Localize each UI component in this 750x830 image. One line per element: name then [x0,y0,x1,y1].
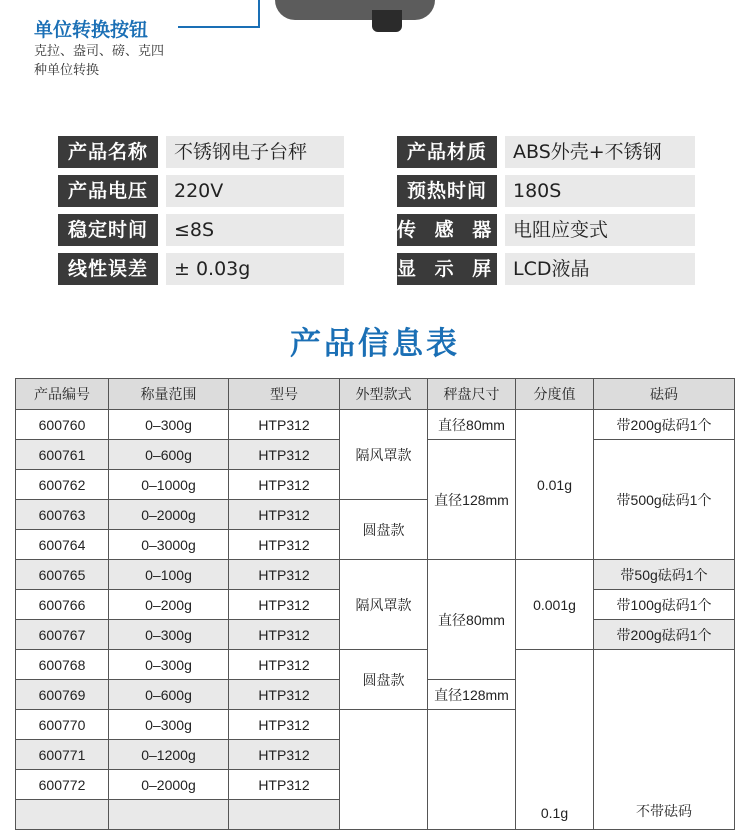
cell-pan-size: 直径128mm [428,680,516,710]
cell-division: 0.1g [516,650,594,830]
cell-model: HTP312 [229,440,340,470]
cell-model: HTP312 [229,590,340,620]
spec-label: 产品材质 [397,136,497,168]
cell-style: 隔风罩款 [340,410,428,500]
scale-device-image [275,0,435,20]
cell-code: 600772 [16,770,109,800]
cell-weight: 不带砝码 [594,650,735,830]
spec-label: 线性误差 [58,253,158,285]
cell-model: HTP312 [229,560,340,590]
cell-model: HTP312 [229,410,340,440]
table-row [16,560,735,590]
callout-line [178,26,260,28]
cell-code: 600767 [16,620,109,650]
cell-range: 0–600g [109,680,229,710]
cell-range: 0–100g [109,560,229,590]
spec-value: 180S [505,175,695,207]
cell-range: 0–3000g [109,530,229,560]
cell-model: HTP312 [229,740,340,770]
product-info-table [15,378,735,830]
cell-style: 圆盘款 [340,650,428,710]
cell-model: HTP312 [229,470,340,500]
header-model: 型号 [229,379,340,410]
cell-model: HTP312 [229,770,340,800]
spec-label: 稳定时间 [58,214,158,246]
callout-line [258,0,260,28]
cell-code: 600763 [16,500,109,530]
cell-model [229,800,340,830]
cell-weight: 带200g砝码1个 [594,620,735,650]
cell-style: 隔风罩款 [340,560,428,650]
spec-label: 产品名称 [58,136,158,168]
cell-model: HTP312 [229,680,340,710]
cell-range: 0–300g [109,410,229,440]
spec-row [58,253,344,285]
cell-pan-size: 直径80mm [428,560,516,680]
table-row [16,410,735,440]
cell-code: 600766 [16,590,109,620]
cell-range: 0–200g [109,590,229,620]
unit-button-callout-desc: 克拉、盎司、磅、克四种单位转换 [34,44,165,78]
cell-range: 0–300g [109,650,229,680]
scale-foot-image [372,10,402,32]
spec-value: ABS外壳+不锈钢 [505,136,695,168]
spec-row [58,214,344,246]
cell-code: 600770 [16,710,109,740]
cell-code: 600761 [16,440,109,470]
spec-label: 产品电压 [58,175,158,207]
cell-range: 0–2000g [109,500,229,530]
cell-code: 600764 [16,530,109,560]
spec-value: LCD液晶 [505,253,695,285]
cell-code: 600762 [16,470,109,500]
spec-row [397,175,695,207]
cell-pan-size: 直径80mm [428,410,516,440]
cell-code [16,800,109,830]
cell-division: 0.001g [516,560,594,650]
header-style: 外型款式 [340,379,428,410]
cell-code: 600768 [16,650,109,680]
header-code: 产品编号 [16,379,109,410]
cell-model: HTP312 [229,620,340,650]
cell-pan-size: 直径128mm [428,440,516,560]
cell-range: 0–600g [109,440,229,470]
cell-weight: 带50g砝码1个 [594,560,735,590]
cell-weight: 带200g砝码1个 [594,410,735,440]
cell-style-empty [340,710,428,830]
cell-code: 600765 [16,560,109,590]
table-row [16,650,735,680]
header-pan-size: 秤盘尺寸 [428,379,516,410]
spec-row [58,175,344,207]
spec-value: ≤8S [166,214,344,246]
spec-value: 电阻应变式 [505,214,695,246]
cell-style: 圆盘款 [340,500,428,560]
spec-label: 预热时间 [397,175,497,207]
cell-range [109,800,229,830]
header-division: 分度值 [516,379,594,410]
cell-model: HTP312 [229,530,340,560]
cell-range: 0–300g [109,620,229,650]
cell-range: 0–2000g [109,770,229,800]
cell-pan-size-empty [428,710,516,830]
cell-weight: 带500g砝码1个 [594,440,735,560]
cell-model: HTP312 [229,710,340,740]
spec-row [58,136,344,168]
cell-model: HTP312 [229,500,340,530]
cell-range: 0–1000g [109,470,229,500]
spec-value: 220V [166,175,344,207]
spec-row [397,214,695,246]
spec-label: 显 示 屏 [397,253,497,285]
spec-label: 传 感 器 [397,214,497,246]
header-range: 称量范围 [109,379,229,410]
spec-row [397,136,695,168]
spec-value: ± 0.03g [166,253,344,285]
unit-button-callout-title: 单位转换按钮 [34,19,149,41]
cell-weight: 带100g砝码1个 [594,590,735,620]
cell-code: 600769 [16,680,109,710]
table-title: 产品信息表 [290,326,460,362]
cell-division: 0.01g [516,410,594,560]
header-weight: 砝码 [594,379,735,410]
spec-row [397,253,695,285]
cell-code: 600771 [16,740,109,770]
cell-range: 0–300g [109,710,229,740]
spec-value: 不锈钢电子台秤 [166,136,344,168]
table-header-row [16,379,735,410]
cell-model: HTP312 [229,650,340,680]
cell-range: 0–1200g [109,740,229,770]
cell-code: 600760 [16,410,109,440]
